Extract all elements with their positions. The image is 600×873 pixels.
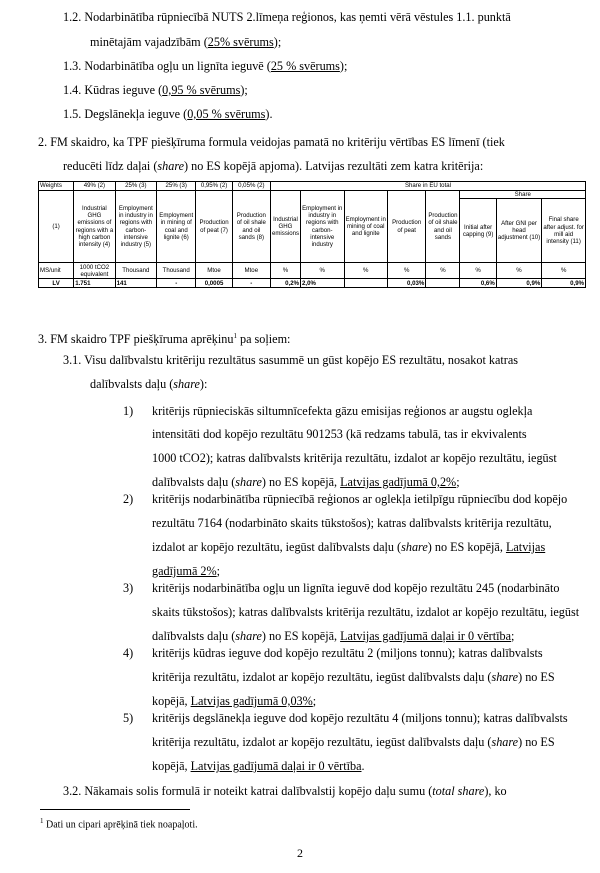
item-3-line: skaits tūkstošos); katras dalībvalsts kritērija rezultātu, izdalot ar kopējo rezultātu, iegūst (152, 605, 580, 619)
item-1-line: dalībvalsts daļu (share) no ES kopējā, Latvijas gadījumā 0,2%; (152, 475, 460, 489)
item-3-line: dalībvalsts daļu (share) no ES kopējā, Latvijas gadījumā daļai ir 0 vērtība; (152, 629, 515, 643)
data-cell: 0,9% (542, 279, 586, 288)
data-cell (344, 279, 388, 288)
item-1-number: 1) (123, 404, 134, 418)
data-cell: 0,6% (460, 279, 496, 288)
header-share-employment-industry: Employment in industry in regions with carbon-intensive industry (301, 191, 345, 263)
data-cell: - (157, 279, 196, 288)
page-number: 2 (297, 846, 303, 860)
header-ghg-emissions: Industrial GHG emissions of regions with a high carbon intensity (4) (74, 191, 115, 263)
data-cell: 0,2% (270, 279, 300, 288)
data-cell: 141 (115, 279, 156, 288)
paragraph-3: 3. FM skaidro TPF piešķīruma aprēķinu$^1$ pa soļiem: (38, 332, 291, 347)
header-final-share: Final share after adjust. for mill aid intensity (11) (542, 199, 586, 263)
weight-2: 25% (3) (115, 182, 156, 191)
item-2-number: 2) (123, 492, 134, 506)
item-2-line: kritērijs nodarbinātība rūpniecībā reģionos ar oglekļa ietilpīgu rūpniecību dod kopējo (152, 492, 568, 506)
unit-cell: % (388, 263, 426, 279)
weight-5: 0,05% (2) (232, 182, 270, 191)
share-eu-total-header: Share in EU total (270, 182, 585, 191)
data-cell (426, 279, 460, 288)
list-item-1-3: 1.3. Nodarbinātība ogļu un lignīta ieguvē (25 % svērums); (63, 59, 348, 73)
header-share-employment-mining: Employment in mining of coal and lignite (344, 191, 388, 263)
row-label-lv: LV (39, 279, 74, 288)
unit-cell: % (270, 263, 300, 279)
item-4-number: 4) (123, 646, 134, 660)
header-share-peat: Production of peat (388, 191, 426, 263)
list-item-1-2-cont: minētajām vajadzībām (25% svērums); (90, 35, 282, 49)
data-cell: 2,0% (301, 279, 345, 288)
criteria-table (38, 181, 586, 288)
share-header: Share (460, 191, 586, 199)
unit-cell: Thousand (157, 263, 196, 279)
header-employment-mining: Employment in mining of coal and lignite (6) (157, 191, 196, 263)
header-after-gni-adjustment: After GNI per head adjustment (10) (496, 199, 542, 263)
header-production-oil-shale: Production of oil shale and oil sands (8) (232, 191, 270, 263)
item-2-line: izdalot ar kopējo rezultātu, iegūst dalībvalsts daļu (share) no ES kopējā, Latvijas (152, 540, 546, 554)
item-5-line: kritērijs degslānekļa ieguve dod kopējo rezultātu 4 (miljons tonnu); katras dalībvalsts (152, 711, 568, 725)
data-cell: - (232, 279, 270, 288)
item-2-line: gadījumā 2%; (152, 564, 221, 578)
unit-cell: % (344, 263, 388, 279)
weights-label: Weights (39, 182, 74, 191)
data-cell: 0,9% (496, 279, 542, 288)
weight-1: 49% (2) (74, 182, 115, 191)
weight-4: 0,95% (2) (196, 182, 232, 191)
list-item-1-5: 1.5. Degslānekļa ieguve (0,05 % svērums). (63, 107, 273, 121)
section-3-1: 3.1. Visu dalībvalstu kritēriju rezultātus sasummē un gūst kopējo ES rezultātu, nosakot katras (63, 353, 518, 367)
item-1-line: 1000 tCO2); katras dalībvalsts kritērija rezultātu, izdalot ar kopējo rezultātu, iegūst (152, 451, 557, 465)
list-item-1-2: 1.2. Nodarbinātība rūpniecībā NUTS 2.līmeņa reģionos, kas ņemti vērā vēstules 1.1. punktā (63, 10, 511, 24)
item-4-line: kopējā, Latvijas gadījumā 0,03%; (152, 694, 317, 708)
item-2-line: rezultātu 7164 (nodarbināto skaits tūkstošos); katras dalībvalsts kritērija rezultātu, (152, 516, 552, 530)
footnote: $^1$ Dati un cipari aprēķinā tiek noapaļoti. (40, 817, 198, 831)
item-5-line: kritērija rezultātu, izdalot ar kopējo rezultātu, iegūst dalībvalsts daļu (share) no ES (152, 735, 555, 749)
unit-cell: Thousand (115, 263, 156, 279)
section-3-2-text: 3.2. Nākamais solis formulā ir noteikt katrai dalībvalstij kopējo daļu sumu ( (63, 784, 433, 798)
header-employment-industry: Employment in industry in regions with carbon-intensive industry (5) (115, 191, 156, 263)
data-cell: 1.751 (74, 279, 115, 288)
data-cell: 0,03% (388, 279, 426, 288)
item-3-line: kritērijs nodarbinātība ogļu un lignīta ieguvē dod kopējo rezultātu 245 (nodarbināto (152, 581, 560, 595)
section-3-2 (63, 785, 507, 798)
item-4-line: kritērijs kūdras ieguve dod kopējo rezultātu 2 (miljons tonnu); katras dalībvalsts (152, 646, 543, 660)
item-3-number: 3) (123, 581, 134, 595)
paragraph-2: 2. FM skaidro, ka TPF piešķīruma formula veidojas pamatā no kritēriju vērtības ES līmenī (tiek (38, 135, 505, 149)
unit-cell: Mtoe (196, 263, 232, 279)
unit-label: MS/unit (39, 263, 74, 279)
unit-cell: % (496, 263, 542, 279)
data-cell: 0,0005 (196, 279, 232, 288)
col-index-header: (1) (39, 191, 74, 263)
unit-cell: Mtoe (232, 263, 270, 279)
header-production-peat: Production of peat (7) (196, 191, 232, 263)
header-initial-after-capping: Initial after capping (9) (460, 199, 496, 263)
header-share-oil-shale: Production of oil shale and oil sands (426, 191, 460, 263)
item-5-number: 5) (123, 711, 134, 725)
item-1-line: intensitāti dod kopējo rezultātu 901253 (kā redzams tabulā, tas ir ekvivalents (152, 427, 527, 441)
item-5-line: kopējā, Latvijas gadījumā daļai ir 0 vērtība. (152, 759, 365, 773)
list-item-1-4: 1.4. Kūdras ieguve (0,95 % svērums); (63, 83, 248, 97)
unit-cell: % (426, 263, 460, 279)
header-share-ghg: Industrial GHG emissions (270, 191, 300, 263)
section-3-2-tail: ), ko (484, 784, 507, 798)
section-3-1-cont: dalībvalsts daļu (share): (90, 377, 208, 391)
weight-3: 25% (3) (157, 182, 196, 191)
unit-cell: % (542, 263, 586, 279)
item-1-line: kritērijs rūpnieciskās siltumnīcefekta gāzu emisijas reģionos ar augstu oglekļa (152, 404, 533, 418)
section-3-2-italic: total share (432, 784, 485, 798)
footnote-divider (40, 809, 190, 810)
paragraph-2-cont: reducēti līdz daļai (share) no ES kopējā apjoma). Latvijas rezultāti zem katra kritērija: (63, 159, 484, 173)
unit-cell: % (460, 263, 496, 279)
unit-cell: 1000 tCO2 equivalent (74, 263, 115, 279)
unit-cell: % (301, 263, 345, 279)
item-4-line: kritērija rezultātu, izdalot ar kopējo rezultātu, iegūst dalībvalsts daļu (share) no ES (152, 670, 555, 684)
